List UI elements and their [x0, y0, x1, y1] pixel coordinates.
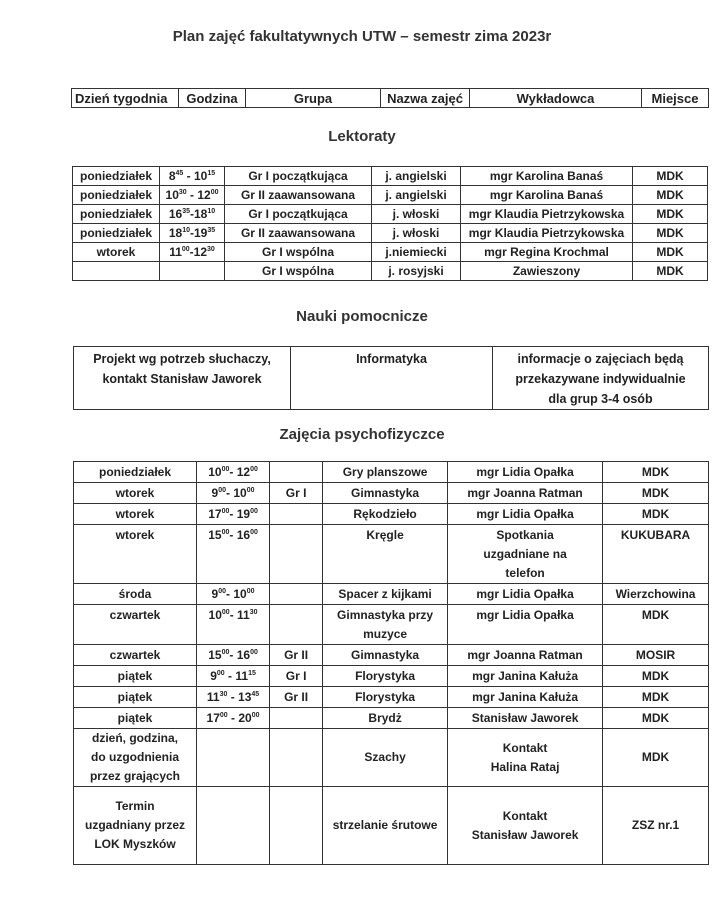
class-name-cell [323, 605, 448, 645]
day-cell: poniedziałek [73, 167, 160, 186]
minute-end-sup: 00 [210, 189, 219, 196]
hour-end: - 20 [227, 711, 252, 725]
group-cell [270, 584, 323, 605]
day-line: Termin [115, 799, 155, 813]
day-cell: poniedziałek [74, 462, 197, 483]
table-row [74, 708, 709, 729]
hour-start: 8 [168, 169, 176, 183]
section-heading-nauki: Nauki pomocnicze [296, 308, 428, 325]
group-cell [270, 787, 323, 865]
hour-end: - 16 [229, 528, 251, 542]
minute-start-sup: 00 [219, 712, 228, 719]
hour-start: 17 [208, 507, 222, 521]
group-cell [270, 708, 323, 729]
hour-end: - 12 [229, 465, 251, 479]
teacher-cell [448, 525, 603, 584]
group-cell [270, 504, 323, 525]
teacher-cell: mgr Lidia Opałka [448, 605, 603, 645]
section-heading-lektoraty: Lektoraty [328, 128, 396, 145]
day-cell: poniedziałek [73, 224, 160, 243]
teacher-cell: mgr Janina Kałuża [448, 666, 603, 687]
section-heading-psycho: Zajęcia psychofizyczce [279, 426, 445, 443]
minute-end-sup: 00 [250, 466, 258, 473]
table-row [73, 262, 708, 281]
table-row [74, 666, 709, 687]
hour-start: 11 [169, 245, 182, 259]
hour-start: 9 [211, 486, 219, 500]
minute-end-sup: 00 [250, 649, 258, 656]
teacher-cell: mgr Lidia Opałka [448, 584, 603, 605]
minute-start-sup: 00 [221, 466, 230, 473]
teacher-cell: mgr Regina Krochmal [461, 243, 633, 262]
day-cell: piątek [74, 666, 197, 687]
page-title: Plan zajęć fakultatywnych UTW – semestr zima 2023r [172, 28, 552, 45]
time-cell [197, 787, 270, 865]
time-cell [160, 262, 225, 281]
hour-start: 15 [208, 648, 222, 662]
hour-start: 17 [206, 711, 220, 725]
day-cell [74, 787, 197, 865]
day-cell: wtorek [74, 525, 197, 584]
class-name-cell: j. angielski [372, 186, 461, 205]
day-cell: poniedziałek [73, 205, 160, 224]
nauki-subject-cell: Informatyka [291, 347, 493, 410]
hour-start: 10 [208, 608, 222, 622]
hour-end: - 12 [186, 188, 211, 202]
place-cell: ZSZ nr.1 [603, 787, 709, 865]
place-cell: MDK [633, 167, 708, 186]
table-row [74, 525, 709, 584]
minute-start-sup: 45 [175, 170, 184, 177]
minute-end-sup: 15 [248, 670, 256, 677]
place-cell: MDK [633, 224, 708, 243]
nauki-project-line2: kontakt Stanisław Jaworek [102, 372, 262, 386]
time-cell [160, 243, 225, 262]
hour-start: 10 [208, 465, 222, 479]
minute-end-sup: 10 [207, 208, 216, 215]
nauki-info-cell [493, 347, 709, 410]
teacher-cell: mgr Janina Kałuża [448, 687, 603, 708]
group-cell: Gr I [270, 483, 323, 504]
table-row [74, 645, 709, 666]
nauki-info-line3: dla grup 3-4 osób [548, 392, 653, 406]
table-row [74, 729, 709, 787]
time-cell [197, 525, 270, 584]
day-cell: wtorek [74, 483, 197, 504]
group-cell [270, 525, 323, 584]
teacher-cell: mgr Klaudia Pietrzykowska [461, 205, 633, 224]
class-name-cell: Rękodzieło [323, 504, 448, 525]
group-cell [270, 462, 323, 483]
class-name-cell: j. włoski [372, 205, 461, 224]
teacher-cell: mgr Klaudia Pietrzykowska [461, 224, 633, 243]
nauki-table [73, 346, 709, 410]
minute-end-sup: 45 [251, 691, 260, 698]
time-cell [197, 708, 270, 729]
class-name-cell: Gimnastyka [323, 483, 448, 504]
header-time: Godzina [179, 89, 246, 108]
place-cell: MDK [603, 462, 709, 483]
minute-end-sup: 35 [207, 227, 216, 234]
hour-end: - 10 [226, 587, 247, 601]
minute-start-sup: 10 [182, 227, 190, 234]
minute-start-sup: 00 [218, 487, 227, 494]
day-cell [74, 729, 197, 787]
hour-start: 11 [206, 690, 220, 704]
group-cell [270, 729, 323, 787]
minute-end-sup: 00 [250, 508, 258, 515]
table-row [74, 584, 709, 605]
nauki-project-line1: Projekt wg potrzeb słuchaczy, [93, 352, 271, 366]
time-cell [197, 462, 270, 483]
class-name-cell: Gimnastyka [323, 645, 448, 666]
group-cell: Gr II zaawansowana [225, 224, 372, 243]
hour-start: 9 [211, 587, 219, 601]
nauki-info-line2: przekazywane indywidualnie [515, 372, 686, 386]
time-cell [197, 666, 270, 687]
time-cell [197, 729, 270, 787]
place-cell: Wierzchowina [603, 584, 709, 605]
place-cell: MDK [633, 205, 708, 224]
hour-end: - 19 [229, 507, 251, 521]
minute-start-sup: 30 [219, 691, 228, 698]
day-cell: piątek [74, 687, 197, 708]
class-name-cell: j.niemiecki [372, 243, 461, 262]
hour-end: - 10 [226, 486, 247, 500]
minute-end-sup: 00 [246, 588, 255, 595]
place-cell: MDK [633, 243, 708, 262]
place-cell: MDK [603, 729, 709, 787]
minute-start-sup: 00 [216, 670, 225, 677]
day-cell: czwartek [74, 645, 197, 666]
hour-end: -19 [190, 226, 208, 240]
table-row [74, 605, 709, 645]
day-line: uzgadniany przez [84, 818, 185, 832]
teacher-line: Stanisław Jaworek [471, 827, 579, 842]
table-row [73, 224, 708, 243]
group-cell: Gr I początkująca [225, 205, 372, 224]
day-cell: wtorek [73, 243, 160, 262]
group-cell: Gr II [270, 687, 323, 708]
teacher-line: Kontakt [502, 808, 548, 823]
hour-end: - 13 [227, 690, 252, 704]
minute-end-sup: 00 [250, 529, 258, 536]
time-cell [197, 645, 270, 666]
table-row [73, 243, 708, 262]
group-cell: Gr I [270, 666, 323, 687]
time-cell [197, 584, 270, 605]
time-cell [197, 605, 270, 645]
teacher-cell [448, 729, 603, 787]
hour-start: 18 [168, 226, 183, 240]
header-day: Dzień tygodnia [72, 89, 179, 108]
minute-start-sup: 00 [221, 609, 230, 616]
day-cell: środa [74, 584, 197, 605]
table-row [74, 687, 709, 708]
place-cell: MDK [603, 687, 709, 708]
minute-start-sup: 00 [218, 588, 227, 595]
day-cell: piątek [74, 708, 197, 729]
time-cell [160, 224, 225, 243]
class-name-line: Gimnastyka przy [337, 608, 434, 622]
time-cell [160, 186, 225, 205]
teacher-cell: Stanisław Jaworek [448, 708, 603, 729]
group-cell: Gr I wspólna [225, 243, 372, 262]
day-cell [73, 262, 160, 281]
place-cell: MDK [603, 483, 709, 504]
header-place: Miejsce [642, 89, 709, 108]
day-cell: wtorek [74, 504, 197, 525]
teacher-cell: mgr Joanna Ratman [448, 483, 603, 504]
lektoraty-table [72, 166, 708, 281]
minute-end-sup: 00 [246, 487, 255, 494]
day-line: do uzgodnienia [91, 750, 179, 764]
group-cell: Gr I początkująca [225, 167, 372, 186]
minute-end-sup: 30 [207, 246, 215, 253]
nauki-project-cell [74, 347, 291, 410]
hour-start: 9 [210, 669, 217, 683]
class-name-cell: j. rosyjski [372, 262, 461, 281]
place-cell: MDK [603, 504, 709, 525]
teacher-cell: mgr Joanna Ratman [448, 645, 603, 666]
header-class-name: Nazwa zajęć [381, 89, 470, 108]
day-line: przez grających [89, 769, 181, 783]
hour-end: - 10 [183, 169, 208, 183]
day-cell: poniedziałek [73, 186, 160, 205]
teacher-cell: Zawieszony [461, 262, 633, 281]
psycho-table [73, 461, 709, 865]
class-name-cell: Spacer z kijkami [323, 584, 448, 605]
group-cell: Gr II zaawansowana [225, 186, 372, 205]
class-name-cell: Florystyka [323, 666, 448, 687]
place-cell: MDK [603, 666, 709, 687]
class-name-cell: Szachy [323, 729, 448, 787]
table-row [74, 483, 709, 504]
teacher-cell: mgr Lidia Opałka [448, 462, 603, 483]
teacher-line: Kontakt [502, 740, 548, 755]
header-teacher: Wykładowca [470, 89, 642, 108]
minute-end-sup: 00 [251, 712, 260, 719]
place-cell: MOSIR [603, 645, 709, 666]
teacher-cell [448, 787, 603, 865]
minute-end-sup: 30 [249, 609, 258, 616]
place-cell: MDK [603, 708, 709, 729]
day-line: dzień, godzina, [92, 731, 178, 745]
time-cell [197, 687, 270, 708]
class-name-cell: Kręgle [323, 525, 448, 584]
table-row [74, 787, 709, 865]
header-group: Grupa [246, 89, 381, 108]
time-cell [197, 483, 270, 504]
hour-end: -12 [189, 245, 208, 259]
minute-start-sup: 30 [178, 189, 187, 196]
table-row [74, 462, 709, 483]
minute-start-sup: 00 [221, 508, 230, 515]
teacher-line: telefon [505, 566, 545, 580]
group-cell: Gr I wspólna [225, 262, 372, 281]
minute-start-sup: 00 [181, 246, 190, 253]
minute-start-sup: 35 [182, 208, 190, 215]
table-row [73, 167, 708, 186]
place-cell: KUKUBARA [603, 525, 709, 584]
place-cell: MDK [633, 186, 708, 205]
teacher-cell: mgr Lidia Opałka [448, 504, 603, 525]
minute-start-sup: 00 [221, 529, 230, 536]
hour-start: 15 [208, 528, 222, 542]
minute-end-sup: 15 [207, 170, 216, 177]
hour-start: 10 [165, 188, 179, 202]
column-header-table [71, 88, 709, 108]
hour-end: -18 [190, 207, 208, 221]
day-cell: czwartek [74, 605, 197, 645]
nauki-info-line1: informacje o zajęciach będą [517, 352, 684, 366]
class-name-cell: j. angielski [372, 167, 461, 186]
hour-end: - 11 [224, 669, 249, 683]
hour-end: - 16 [229, 648, 251, 662]
class-name-cell: strzelanie śrutowe [323, 787, 448, 865]
place-cell: MDK [633, 262, 708, 281]
teacher-cell: mgr Karolina Banaś [461, 186, 633, 205]
hour-end: - 11 [229, 608, 250, 622]
time-cell [160, 167, 225, 186]
place-cell: MDK [603, 605, 709, 645]
time-cell [197, 504, 270, 525]
group-cell: Gr II [270, 645, 323, 666]
teacher-line: Spotkania [496, 528, 554, 542]
minute-start-sup: 00 [221, 649, 230, 656]
table-row [73, 205, 708, 224]
class-name-cell: Brydż [323, 708, 448, 729]
day-line: LOK Myszków [94, 837, 176, 851]
class-name-cell: Gry planszowe [323, 462, 448, 483]
teacher-line: Halina Rataj [490, 759, 560, 774]
class-name-line: muzyce [363, 627, 408, 641]
table-row [74, 347, 709, 410]
hour-start: 16 [168, 207, 183, 221]
teacher-line: uzgadniane na [483, 547, 567, 561]
teacher-cell: mgr Karolina Banaś [461, 167, 633, 186]
group-cell [270, 605, 323, 645]
table-row [74, 504, 709, 525]
class-name-cell: Florystyka [323, 687, 448, 708]
table-row [73, 186, 708, 205]
time-cell [160, 205, 225, 224]
class-name-cell: j. włoski [372, 224, 461, 243]
